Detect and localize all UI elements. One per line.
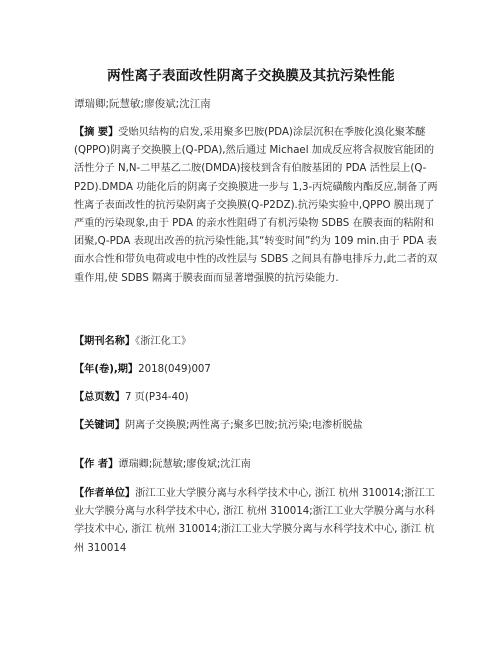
year-volume-section <box>74 361 439 379</box>
journal-label: 【期刊名称】 <box>74 336 136 347</box>
authors-value: 谭瑞卿;阮慧敏;廖俊斌;沈江南 <box>118 459 251 470</box>
affiliation-label: 【作者单位】 <box>74 488 136 499</box>
year-value: 2018(049)007 <box>138 364 211 375</box>
journal-value: 《浙江化工》 <box>135 336 192 347</box>
authors-section <box>74 456 439 474</box>
pages-label: 【总页数】 <box>74 392 125 403</box>
author-list: 谭瑞卿;阮慧敏;廖俊斌;沈江南 <box>74 98 211 110</box>
pages-section <box>74 389 439 407</box>
year-label: 【年(卷),期】 <box>74 364 139 375</box>
keywords-label: 【关键词】 <box>74 420 125 431</box>
authors-label: 【作 者】 <box>74 459 119 470</box>
abstract-text: 受贻贝结构的启发,采用聚多巴胺(PDA)涂层沉积在季胺化溴化聚苯醚(QPPO)阴离子交换膜上(Q-PDA),然后通过 Michael 加成反应将含叔胺官能团的活性分子 N,N-二甲基乙二胺(DMDA)接枝到含有伯胺基团的 PDA 活性层上(Q-P2D).DMDA 功能化后的阴离子交换膜进一步与 1,3-丙烷磺酸内酯反应,制备了两性离子表面改性的抗污染阴离子交换膜(Q-P2DZ).抗污染实验中,QPPO 膜出现了严重的污染现象,由于 PDA 的亲水性阻碍了有机污染物 SDBS 在膜表面的粘附和团聚,Q-PDA 表现出改善的抗污染性能,其“转变时间”约为 109 min.由于 PDA 表面水合性和带负电荷或电中性的改性层与 SDBS 之间具有静电排斥力,此二者的双重作用,使 SDBS 隔离于膜表面而显著增强膜的抗污染能力. <box>74 127 438 284</box>
journal-section <box>74 333 439 351</box>
abstract-section <box>74 124 439 288</box>
keywords-value: 阴离子交换膜;两性离子;聚多巴胺;抗污染;电渗析脱盐 <box>124 420 363 431</box>
abstract-label: 【摘 要】 <box>74 127 119 138</box>
keywords-section <box>74 417 439 435</box>
affiliation-section <box>74 485 439 558</box>
affiliation-value: 浙江工业大学膜分离与水科学技术中心, 浙江 杭州 310014;浙江工业大学膜分离与水科学技术中心, 浙江 杭州 310014;浙江工业大学膜分离与水科学技术中心, 浙江 杭州 310014;浙江工业大学膜分离与水科学技术中心, 浙江 杭州 310014 <box>74 488 435 554</box>
pages-value: 7 页(P34-40) <box>124 392 189 403</box>
paper-title: 两性离子表面改性阴离子交换膜及其抗污染性能 <box>107 68 395 84</box>
